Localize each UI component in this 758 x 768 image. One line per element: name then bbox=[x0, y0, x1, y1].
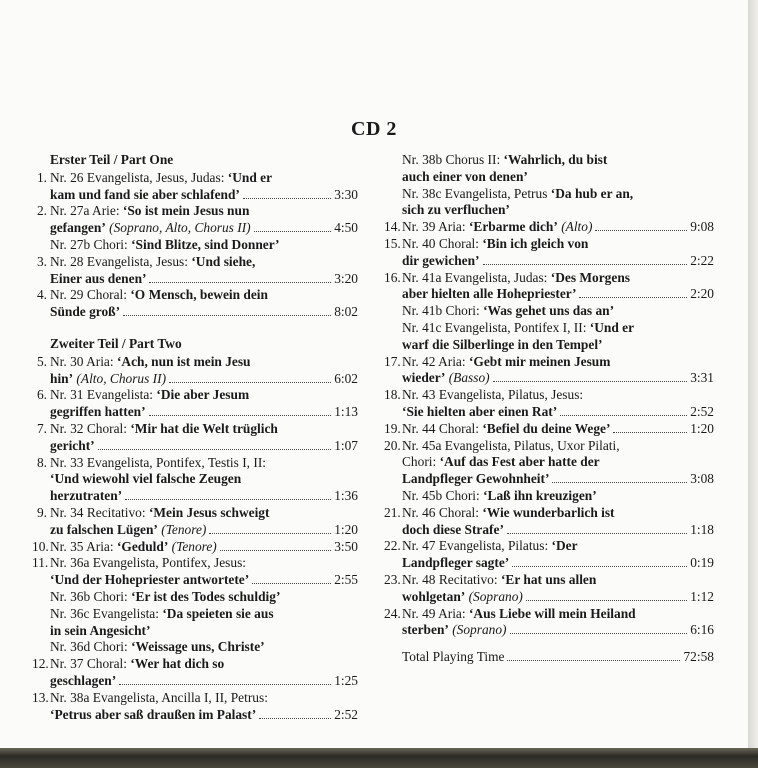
track-24 bbox=[384, 606, 714, 640]
track-performers: Nr. 38b Chorus II: bbox=[402, 152, 504, 167]
track-performers: Nr. 34 Recitativo: bbox=[50, 504, 149, 520]
track-title-cont: herzutraten’ bbox=[50, 488, 123, 504]
track-performers: Nr. 35 Aria: bbox=[50, 538, 117, 554]
track-title: ‘Ach, nun ist mein Jesu bbox=[116, 353, 251, 369]
track-title-cont: sterben’ bbox=[402, 622, 449, 638]
track-title-cont: zu falschen Lügen’ bbox=[50, 521, 158, 537]
track-title: ‘Laß ihn kreuzigen’ bbox=[483, 487, 597, 503]
track-title: ‘Geduld’ bbox=[116, 538, 169, 554]
total-label: Total Playing Time bbox=[402, 649, 505, 665]
track-title-cont: gefangen’ bbox=[50, 220, 106, 236]
track-performers: Nr. 33 Evangelista, Pontifex, Testis I, II: bbox=[50, 454, 267, 470]
track-title: ‘Der bbox=[551, 538, 578, 554]
track-title: ‘Wie wunderbarlich ist bbox=[482, 504, 615, 520]
track-11-sub-c bbox=[32, 606, 358, 640]
track-number: 5. bbox=[36, 353, 47, 369]
track-4 bbox=[32, 287, 358, 321]
track-number: 2. bbox=[36, 203, 47, 219]
track-2-sub bbox=[32, 237, 358, 254]
track-performers: Nr. 36a Evangelista, Pontifex, Jesus: bbox=[50, 555, 246, 571]
track-title-cont: gericht’ bbox=[50, 437, 95, 453]
track-title-cont: Landpfleger sagte’ bbox=[402, 555, 510, 571]
track-title: ‘Und er bbox=[589, 319, 635, 335]
track-title: ‘Die aber Jesum bbox=[156, 387, 250, 403]
track-title-cont: gegriffen hatten’ bbox=[50, 404, 146, 420]
track-title: ‘Und der Hohepriester antwortete’ bbox=[50, 572, 250, 588]
track-title: ‘O Mensch, bewein dein bbox=[130, 287, 268, 303]
track-title: ‘Petrus aber saß draußen im Palast’ bbox=[50, 706, 257, 722]
track-performers: Nr. 38c Evangelista, Petrus bbox=[402, 185, 551, 201]
track-21 bbox=[384, 505, 714, 539]
track-performers-cont: Chori: bbox=[402, 454, 440, 470]
track-title-cont: in sein Angesicht’ bbox=[50, 622, 151, 638]
track-duration: 4:50 bbox=[334, 220, 358, 236]
track-number: 11. bbox=[32, 555, 49, 571]
track-title-cont: kam und fand sie aber schlafend’ bbox=[50, 186, 240, 202]
track-number: 6. bbox=[36, 387, 47, 403]
track-duration: 1:36 bbox=[334, 488, 358, 504]
track-11-sub-b bbox=[32, 589, 358, 606]
track-13-sub-c bbox=[384, 186, 714, 220]
track-14 bbox=[384, 219, 714, 236]
track-title: ‘Da speieten sie aus bbox=[162, 605, 274, 621]
track-voices: (Soprano) bbox=[448, 622, 507, 638]
track-title-cont: dir gewichen’ bbox=[402, 252, 480, 268]
track-18 bbox=[384, 387, 714, 421]
track-number: 17. bbox=[384, 353, 401, 369]
track-number: 20. bbox=[384, 437, 401, 453]
track-duration: 1:18 bbox=[690, 521, 714, 537]
track-title-cont: geschlagen’ bbox=[50, 672, 117, 688]
track-performers: Nr. 32 Choral: bbox=[50, 420, 131, 436]
track-title: ‘Was gehet uns das an’ bbox=[483, 303, 615, 319]
track-performers: Nr. 48 Recitativo: bbox=[402, 571, 501, 587]
track-duration: 8:02 bbox=[334, 304, 358, 320]
track-5 bbox=[32, 354, 358, 388]
track-23 bbox=[384, 572, 714, 606]
track-number: 13. bbox=[32, 689, 49, 705]
track-20 bbox=[384, 438, 714, 488]
track-duration: 1:12 bbox=[690, 588, 714, 604]
track-performers: Nr. 36c Evangelista: bbox=[50, 605, 163, 621]
track-number: 18. bbox=[384, 387, 401, 403]
tracklist-right-column bbox=[384, 152, 714, 666]
track-13-sub-b bbox=[384, 152, 714, 186]
track-title: ‘Da hub er an, bbox=[550, 185, 634, 201]
track-number: 23. bbox=[384, 571, 401, 587]
track-duration: 2:22 bbox=[690, 252, 714, 268]
track-performers: Nr. 44 Choral: bbox=[402, 420, 483, 436]
part-one-title: Erster Teil / Part One bbox=[50, 152, 174, 167]
track-3 bbox=[32, 254, 358, 288]
track-title-cont: warf die Silberlinge in den Tempel’ bbox=[402, 336, 603, 352]
track-title-cont: wieder’ bbox=[402, 370, 446, 386]
track-13 bbox=[32, 690, 358, 724]
track-title: ‘Und er bbox=[227, 169, 273, 185]
total-playing-time bbox=[384, 649, 714, 666]
track-title: ‘Befiel du deine Wege’ bbox=[482, 420, 611, 436]
track-number: 15. bbox=[384, 235, 401, 251]
track-title-cont: doch diese Strafe’ bbox=[402, 521, 504, 537]
track-voices: (Soprano, Alto, Chorus II) bbox=[105, 220, 251, 236]
cd-heading: CD 2 bbox=[351, 118, 397, 140]
track-duration: 3:50 bbox=[334, 538, 358, 554]
track-number: 9. bbox=[36, 504, 47, 520]
track-number: 16. bbox=[384, 269, 401, 285]
track-voices: (Soprano) bbox=[465, 588, 523, 604]
track-7 bbox=[32, 421, 358, 455]
track-19 bbox=[384, 421, 714, 438]
track-duration: 0:19 bbox=[690, 555, 714, 571]
track-performers: Nr. 37 Choral: bbox=[50, 656, 131, 672]
track-title: ‘Bin ich gleich von bbox=[482, 235, 589, 251]
track-duration: 6:16 bbox=[690, 622, 714, 638]
track-duration: 3:30 bbox=[334, 186, 358, 202]
track-number: 4. bbox=[36, 287, 47, 303]
track-11 bbox=[32, 555, 358, 589]
track-duration: 9:08 bbox=[690, 219, 714, 235]
track-title-cont: aber hielten alle Hohepriester’ bbox=[402, 286, 577, 302]
track-performers: Nr. 36d Chori: bbox=[50, 639, 132, 655]
track-title: ‘Und wiewohl viel falsche Zeugen bbox=[50, 471, 242, 487]
track-duration: 2:55 bbox=[334, 572, 358, 588]
track-duration: 1:25 bbox=[334, 672, 358, 688]
track-performers: Nr. 38a Evangelista, Ancilla I, II, Petrus: bbox=[50, 689, 268, 705]
total-duration: 72:58 bbox=[683, 649, 714, 665]
track-performers: Nr. 47 Evangelista, Pilatus: bbox=[402, 538, 552, 554]
track-number: 22. bbox=[384, 538, 401, 554]
track-performers: Nr. 41a Evangelista, Judas: bbox=[402, 269, 551, 285]
track-performers: Nr. 27a Arie: bbox=[50, 203, 123, 219]
track-title: ‘Mir hat die Welt trüglich bbox=[130, 420, 278, 436]
track-performers: Nr. 30 Aria: bbox=[50, 353, 117, 369]
track-title-cont: Sünde groß’ bbox=[50, 304, 121, 320]
track-title-cont: sich zu verfluchen’ bbox=[402, 202, 510, 218]
track-title: ‘Wahrlich, du bist bbox=[503, 152, 608, 167]
track-title-cont: wohlgetan’ bbox=[402, 588, 466, 604]
track-number: 1. bbox=[36, 169, 47, 185]
track-performers: Nr. 42 Aria: bbox=[402, 353, 469, 369]
track-title: ‘Und siehe, bbox=[191, 253, 256, 269]
track-title: ‘Auf das Fest aber hatte der bbox=[439, 454, 600, 470]
track-voices: (Basso) bbox=[445, 370, 490, 386]
track-performers: Nr. 31 Evangelista: bbox=[50, 387, 157, 403]
track-voices: (Tenore) bbox=[157, 521, 207, 537]
track-duration: 1:13 bbox=[334, 404, 358, 420]
track-16-sub-c bbox=[384, 320, 714, 354]
track-number: 10. bbox=[32, 538, 49, 554]
track-11-sub-d bbox=[32, 639, 358, 656]
track-title: ‘Wer hat dich so bbox=[130, 656, 225, 672]
track-title-cont: Landpfleger Gewohnheit’ bbox=[402, 471, 550, 487]
track-voices: (Alto) bbox=[557, 219, 593, 235]
track-duration: 1:20 bbox=[690, 420, 714, 436]
track-22 bbox=[384, 538, 714, 572]
track-2 bbox=[32, 203, 358, 237]
page-edge bbox=[748, 0, 758, 748]
part-two-title: Zweiter Teil / Part Two bbox=[50, 335, 182, 351]
track-duration: 3:08 bbox=[690, 471, 714, 487]
track-number: 7. bbox=[36, 420, 47, 436]
track-title: ‘So ist mein Jesus nun bbox=[122, 203, 250, 219]
track-title-cont: auch einer von denen’ bbox=[402, 168, 528, 184]
track-performers: Nr. 49 Aria: bbox=[402, 605, 469, 621]
track-performers: Nr. 41c Evangelista, Pontifex I, II: bbox=[402, 319, 590, 335]
scan-bottom-border bbox=[0, 748, 758, 768]
track-performers: Nr. 28 Evangelista, Jesus: bbox=[50, 253, 192, 269]
track-16-sub-b bbox=[384, 303, 714, 320]
track-12 bbox=[32, 656, 358, 690]
track-performers: Nr. 45a Evangelista, Pilatus, Uxor Pilati, bbox=[402, 437, 620, 453]
track-title: ‘Weissage uns, Christe’ bbox=[131, 639, 265, 655]
track-title: ‘Gebt mir meinen Jesum bbox=[468, 353, 611, 369]
track-duration: 3:20 bbox=[334, 270, 358, 286]
track-16 bbox=[384, 270, 714, 304]
track-title: ‘Aus Liebe will mein Heiland bbox=[468, 605, 636, 621]
track-title: ‘Sind Blitze, sind Donner’ bbox=[131, 236, 280, 252]
track-8 bbox=[32, 455, 358, 505]
track-number: 14. bbox=[384, 219, 401, 235]
track-number: 24. bbox=[384, 605, 401, 621]
track-duration: 6:02 bbox=[334, 370, 358, 386]
track-15 bbox=[384, 236, 714, 270]
track-title: ‘Erbarme dich’ bbox=[468, 219, 558, 235]
track-performers: Nr. 27b Chori: bbox=[50, 236, 132, 252]
track-duration: 2:20 bbox=[690, 286, 714, 302]
track-9 bbox=[32, 505, 358, 539]
track-10 bbox=[32, 539, 358, 556]
track-voices: (Alto, Chorus II) bbox=[73, 370, 167, 386]
track-number: 19. bbox=[384, 420, 401, 436]
track-17 bbox=[384, 354, 714, 388]
track-title: ‘Sie hielten aber einen Rat’ bbox=[402, 403, 558, 419]
track-duration: 2:52 bbox=[334, 706, 358, 722]
track-performers: Nr. 39 Aria: bbox=[402, 219, 469, 235]
track-duration: 2:52 bbox=[690, 403, 714, 419]
track-performers: Nr. 45b Chori: bbox=[402, 487, 484, 503]
track-number: 12. bbox=[32, 656, 49, 672]
track-number: 3. bbox=[36, 253, 47, 269]
track-performers: Nr. 40 Choral: bbox=[402, 235, 483, 251]
track-performers: Nr. 29 Choral: bbox=[50, 287, 131, 303]
track-number: 21. bbox=[384, 504, 401, 520]
track-performers: Nr. 41b Chori: bbox=[402, 303, 484, 319]
track-duration: 1:07 bbox=[334, 437, 358, 453]
track-performers: Nr. 43 Evangelista, Pilatus, Jesus: bbox=[402, 387, 584, 403]
track-title: ‘Er ist des Todes schuldig’ bbox=[131, 588, 281, 604]
track-1 bbox=[32, 170, 358, 204]
track-title-cont: hin’ bbox=[50, 370, 74, 386]
track-20-sub-b bbox=[384, 488, 714, 505]
track-number: 8. bbox=[36, 454, 47, 470]
track-title: ‘Mein Jesus schweigt bbox=[148, 504, 270, 520]
track-title-cont: Einer aus denen’ bbox=[50, 270, 147, 286]
track-performers: Nr. 46 Choral: bbox=[402, 504, 483, 520]
track-duration: 1:20 bbox=[334, 521, 358, 537]
track-voices: (Tenore) bbox=[168, 538, 217, 554]
track-title: ‘Des Morgens bbox=[550, 269, 630, 285]
track-performers: Nr. 26 Evangelista, Jesus, Judas: bbox=[50, 169, 228, 185]
tracklist-left-column bbox=[32, 152, 358, 723]
track-6 bbox=[32, 387, 358, 421]
track-title: ‘Er hat uns allen bbox=[500, 571, 597, 587]
track-duration: 3:31 bbox=[690, 370, 714, 386]
track-performers: Nr. 36b Chori: bbox=[50, 588, 132, 604]
